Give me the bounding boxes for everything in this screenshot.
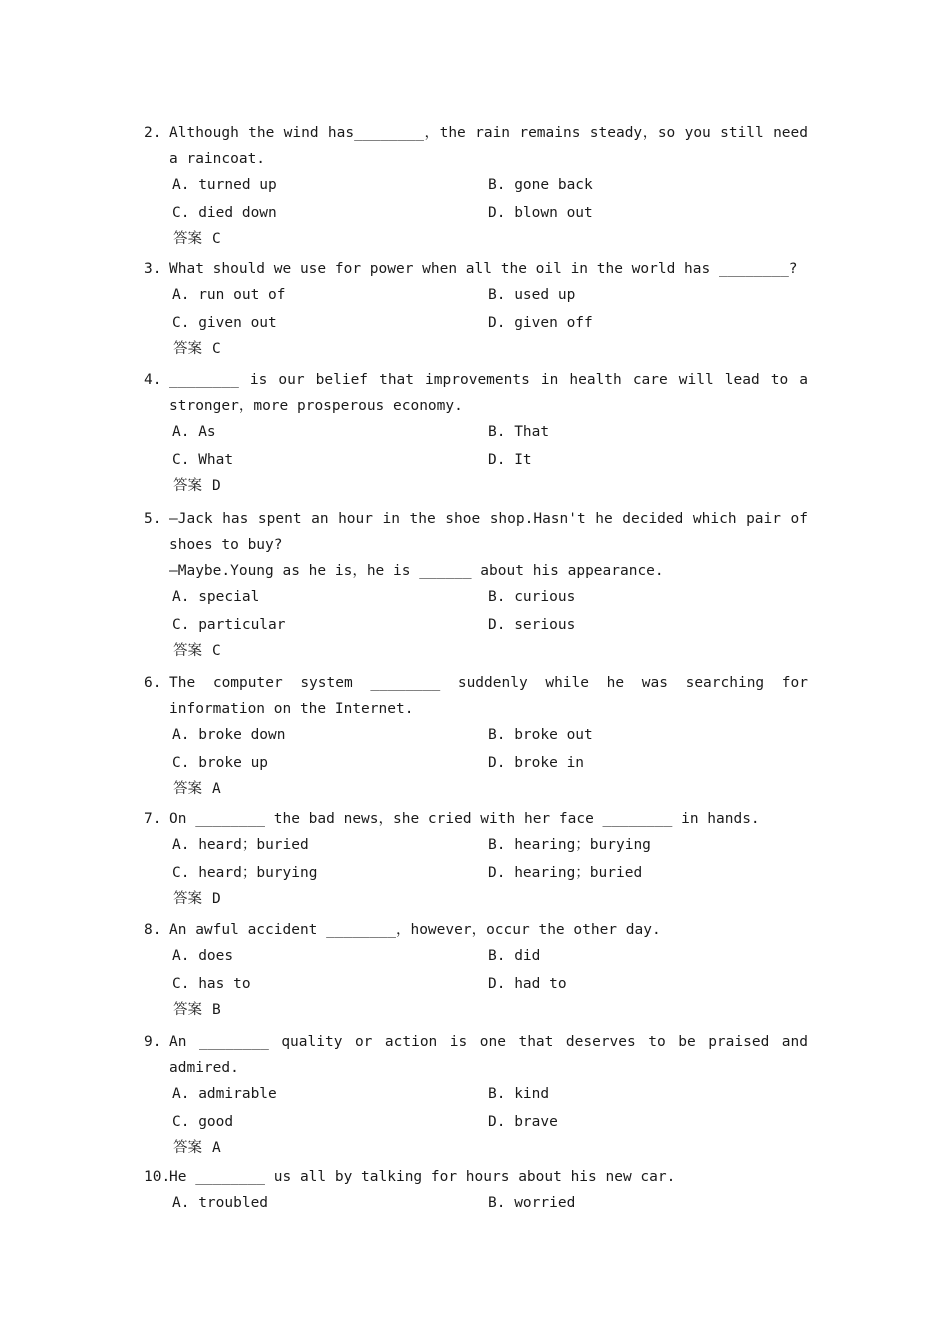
answer-line [173,1135,808,1161]
question-stem: Although the wind has________，the rain remains steady，so you still need a raincoat. [169,125,808,167]
options-grid [172,282,808,336]
options-grid [172,172,808,226]
option-b: B. gone back [488,177,593,193]
question-stem: On ________ the bad news，she cried with her face ________ in hands. [169,811,760,827]
answer-line [173,886,808,912]
question-4 [144,367,808,499]
answer-line [173,473,808,499]
options-grid [172,943,808,997]
question-number: 8. [144,922,162,938]
option-d: D. blown out [488,205,593,221]
option-d: D. serious [488,617,576,633]
answer-value: C [212,341,221,357]
option-c: C. died down [172,205,277,221]
question-stem: An ________ quality or action is one that deserves to be praised and admired. [169,1034,808,1076]
answer-line [173,336,808,362]
question-number: 6. [144,675,162,691]
option-c: C. broke up [172,755,269,771]
option-a: A. As [172,424,216,440]
question-5 [144,506,808,664]
option-c: C. has to [172,976,251,992]
option-a: A. run out of [172,287,286,303]
options-grid [172,1081,808,1135]
answer-label: 答案 [173,643,202,659]
answer-value: D [212,891,221,907]
option-c: C. good [172,1114,234,1130]
option-c: C. What [172,452,234,468]
answer-label: 答案 [173,1140,202,1156]
question-stem: What should we use for power when all the oil in the world has ________? [169,261,798,277]
question-stem: The computer system ________ suddenly while he was searching for information on the Internet. [169,675,808,717]
options-grid [172,419,808,473]
option-d: D. It [488,452,532,468]
answer-line [173,638,808,664]
question-number: 7. [144,811,162,827]
question-number: 2. [144,125,162,141]
question-7 [144,806,808,912]
option-b: B. That [488,424,550,440]
option-a: A. broke down [172,727,286,743]
option-d: D. hearing；buried [488,865,643,881]
answer-value: A [212,781,221,797]
option-d: D. broke in [488,755,585,771]
option-a: A. turned up [172,177,277,193]
answer-line [173,776,808,802]
options-grid [172,832,808,886]
option-d: D. given off [488,315,593,331]
question-stem: ________ is our belief that improvements in health care will lead to a stronger，more prosperous economy. [169,372,808,414]
option-b: B. curious [488,589,576,605]
answer-line [173,226,808,252]
answer-label: 答案 [173,1002,202,1018]
answer-value: D [212,478,221,494]
option-d: D. had to [488,976,567,992]
question-stem: He ________ us all by talking for hours about his new car. [169,1169,676,1185]
answer-label: 答案 [173,341,202,357]
option-b: B. kind [488,1086,550,1102]
option-b: B. used up [488,287,576,303]
answer-label: 答案 [173,231,202,247]
answer-value: B [212,1002,221,1018]
answer-label: 答案 [173,781,202,797]
question-stem: An awful accident ________，however，occur the other day. [169,922,661,938]
option-b: B. broke out [488,727,593,743]
options-grid [172,584,808,638]
question-6 [144,670,808,802]
option-a: A. heard；buried [172,837,309,853]
question-8 [144,917,808,1023]
options-grid [172,1190,808,1216]
question-number: 4. [144,372,162,388]
option-a: A. does [172,948,234,964]
answer-line [173,997,808,1023]
dialogue-reply: —Maybe.Young as he is，he is ______ about his appearance. [169,563,664,579]
answer-value: C [212,643,221,659]
question-number: 9. [144,1034,162,1050]
option-a: A. admirable [172,1086,277,1102]
question-stem: —Jack has spent an hour in the shoe shop.Hasn't he decided which pair of shoes to buy? [169,511,808,553]
question-2 [144,120,808,252]
option-c: C. heard；burying [172,865,318,881]
question-3 [144,256,808,362]
question-9 [144,1029,808,1161]
option-b: B. did [488,948,541,964]
option-b: B. worried [488,1195,576,1211]
options-grid [172,722,808,776]
option-a: A. special [172,589,260,605]
option-c: C. particular [172,617,286,633]
option-d: D. brave [488,1114,558,1130]
question-10 [144,1164,808,1216]
answer-label: 答案 [173,891,202,907]
question-number: 5. [144,511,162,527]
option-c: C. given out [172,315,277,331]
question-number: 3. [144,261,162,277]
answer-value: A [212,1140,221,1156]
question-number: 10. [144,1169,171,1185]
answer-label: 答案 [173,478,202,494]
option-a: A. troubled [172,1195,269,1211]
option-b: B. hearing；burying [488,837,651,853]
answer-value: C [212,231,221,247]
